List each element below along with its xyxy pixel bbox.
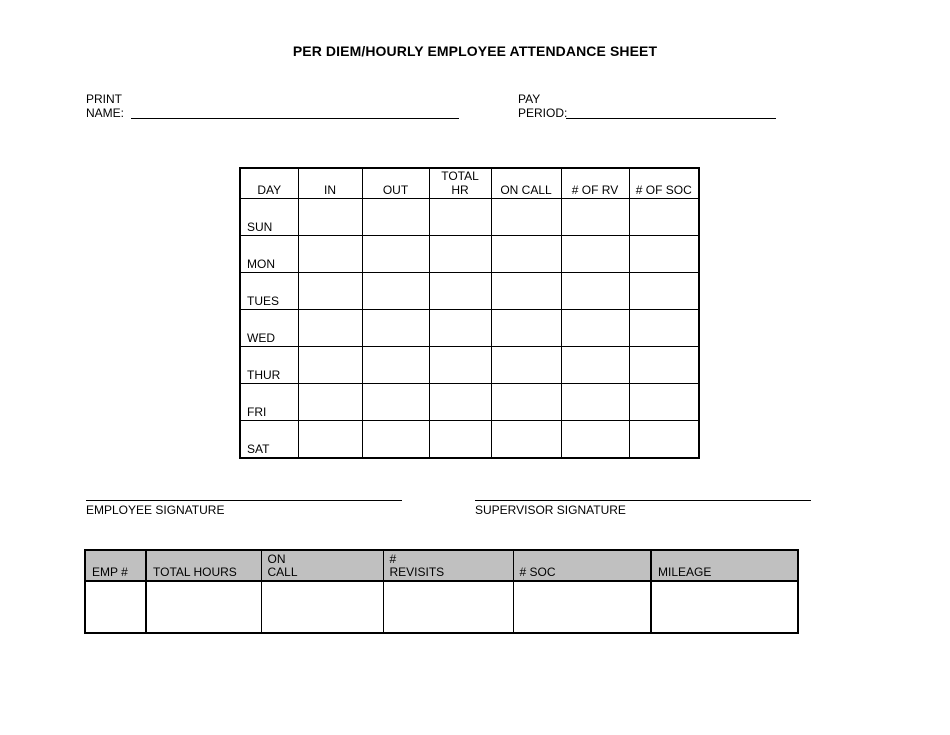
cell-soc[interactable] — [629, 384, 699, 421]
cell-on-call[interactable] — [491, 199, 561, 236]
grid-header-in: IN — [298, 168, 362, 199]
grid-header-soc: # OF SOC — [629, 168, 699, 199]
grid-header-rv: # OF RV — [561, 168, 629, 199]
cell-total-hr[interactable] — [429, 421, 491, 459]
grid-header-total-hr-text: TOTAL HR — [441, 169, 479, 197]
cell-out[interactable] — [362, 347, 429, 384]
grid-header-day: DAY — [240, 168, 298, 199]
print-name-label-line1: PRINT — [86, 92, 122, 106]
grid-header-out: OUT — [362, 168, 429, 199]
cell-soc[interactable] — [629, 310, 699, 347]
grid-header-on-call: ON CALL — [491, 168, 561, 199]
cell-rv[interactable] — [561, 199, 629, 236]
cell-in[interactable] — [298, 384, 362, 421]
pay-period-label-line2: PERIOD: — [518, 106, 568, 120]
cell-total-hr[interactable] — [429, 384, 491, 421]
summary-header-total-hours: TOTAL HOURS — [146, 550, 261, 581]
summary-header-row — [85, 550, 798, 581]
cell-soc[interactable] — [629, 347, 699, 384]
table-row — [240, 310, 699, 347]
employee-signature-label: EMPLOYEE SIGNATURE — [86, 503, 225, 517]
cell-out[interactable] — [362, 273, 429, 310]
cell-rv[interactable] — [561, 384, 629, 421]
table-row — [240, 384, 699, 421]
summary-header-emp: EMP # — [85, 550, 146, 581]
cell-rv[interactable] — [561, 421, 629, 459]
cell-soc[interactable] — [629, 236, 699, 273]
day-label: FRI — [240, 384, 298, 421]
cell-in[interactable] — [298, 421, 362, 459]
cell-mileage[interactable] — [651, 581, 798, 633]
table-row — [240, 273, 699, 310]
cell-total-hr[interactable] — [429, 347, 491, 384]
pay-period-label — [518, 92, 567, 120]
cell-on-call[interactable] — [261, 581, 383, 633]
pay-period-label-line1: PAY — [518, 92, 541, 106]
cell-on-call[interactable] — [491, 273, 561, 310]
cell-out[interactable] — [362, 384, 429, 421]
table-row — [85, 581, 798, 633]
cell-in[interactable] — [298, 199, 362, 236]
day-label: SAT — [240, 421, 298, 459]
summary-header-on-call — [261, 550, 383, 581]
grid-header-total-hr — [429, 168, 491, 199]
cell-on-call[interactable] — [491, 236, 561, 273]
cell-soc[interactable] — [629, 273, 699, 310]
print-name-field[interactable] — [131, 118, 459, 119]
cell-total-hours[interactable] — [146, 581, 261, 633]
cell-total-hr[interactable] — [429, 199, 491, 236]
page-title: PER DIEM/HOURLY EMPLOYEE ATTENDANCE SHEET — [292, 43, 658, 59]
summary-header-mileage: MILEAGE — [651, 550, 798, 581]
day-label: TUES — [240, 273, 298, 310]
cell-in[interactable] — [298, 310, 362, 347]
cell-out[interactable] — [362, 310, 429, 347]
day-label: MON — [240, 236, 298, 273]
print-name-label — [86, 92, 124, 120]
supervisor-signature-line[interactable] — [475, 500, 811, 501]
cell-total-hr[interactable] — [429, 236, 491, 273]
cell-on-call[interactable] — [491, 421, 561, 459]
cell-soc[interactable] — [629, 199, 699, 236]
summary-header-on-call-text: ON CALL — [267, 552, 298, 579]
cell-rv[interactable] — [561, 310, 629, 347]
cell-rv[interactable] — [561, 236, 629, 273]
day-label: SUN — [240, 199, 298, 236]
cell-on-call[interactable] — [491, 384, 561, 421]
table-row — [240, 421, 699, 459]
day-label: THUR — [240, 347, 298, 384]
cell-in[interactable] — [298, 236, 362, 273]
table-row — [240, 236, 699, 273]
cell-soc[interactable] — [513, 581, 651, 633]
cell-out[interactable] — [362, 421, 429, 459]
employee-signature-line[interactable] — [86, 500, 402, 501]
cell-out[interactable] — [362, 236, 429, 273]
pay-period-field[interactable] — [566, 118, 776, 119]
cell-total-hr[interactable] — [429, 273, 491, 310]
cell-emp-number[interactable] — [85, 581, 146, 633]
cell-out[interactable] — [362, 199, 429, 236]
day-label: WED — [240, 310, 298, 347]
attendance-grid — [239, 167, 700, 459]
summary-header-soc: # SOC — [513, 550, 651, 581]
cell-on-call[interactable] — [491, 310, 561, 347]
print-name-label-line2: NAME: — [86, 106, 125, 120]
table-row — [240, 347, 699, 384]
cell-soc[interactable] — [629, 421, 699, 459]
cell-rv[interactable] — [561, 273, 629, 310]
employee-summary-table — [84, 549, 799, 634]
cell-rv[interactable] — [561, 347, 629, 384]
summary-header-revisits — [383, 550, 513, 581]
summary-header-revisits-text: # REVISITS — [389, 552, 445, 579]
cell-on-call[interactable] — [491, 347, 561, 384]
table-row — [240, 199, 699, 236]
supervisor-signature-label: SUPERVISOR SIGNATURE — [475, 503, 626, 517]
cell-total-hr[interactable] — [429, 310, 491, 347]
cell-revisits[interactable] — [383, 581, 513, 633]
grid-header-row — [240, 168, 699, 199]
cell-in[interactable] — [298, 347, 362, 384]
cell-in[interactable] — [298, 273, 362, 310]
